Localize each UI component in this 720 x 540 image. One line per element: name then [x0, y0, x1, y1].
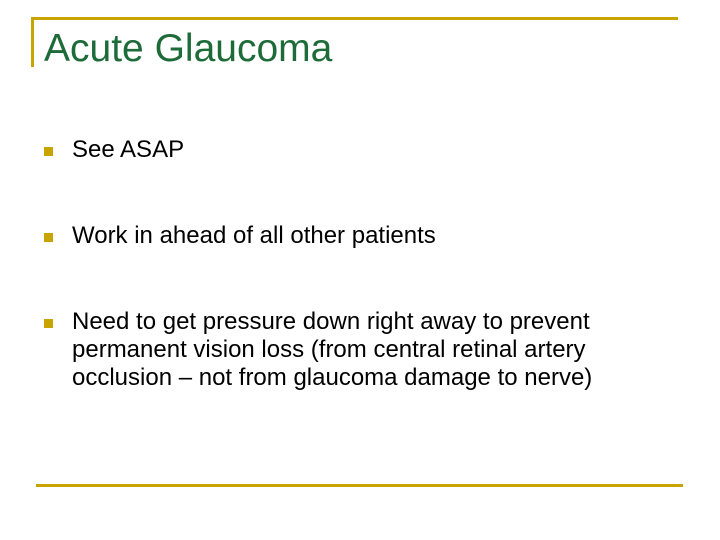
bullet-text: See ASAP	[72, 136, 185, 163]
title-frame-top-rule	[31, 17, 678, 20]
square-bullet-icon	[44, 319, 53, 328]
square-bullet-icon	[44, 233, 53, 242]
bottom-rule	[36, 484, 683, 487]
square-bullet-icon	[44, 147, 53, 156]
title-frame-left-rule	[31, 17, 34, 67]
slide-title: Acute Glaucoma	[44, 27, 333, 70]
bullet-text: Work in ahead of all other patients	[72, 222, 436, 249]
bullet-text: Need to get pressure down right away to prevent permanent vision loss (from central retinal artery occlusion – not from glaucoma damage to nerve)	[72, 308, 593, 391]
